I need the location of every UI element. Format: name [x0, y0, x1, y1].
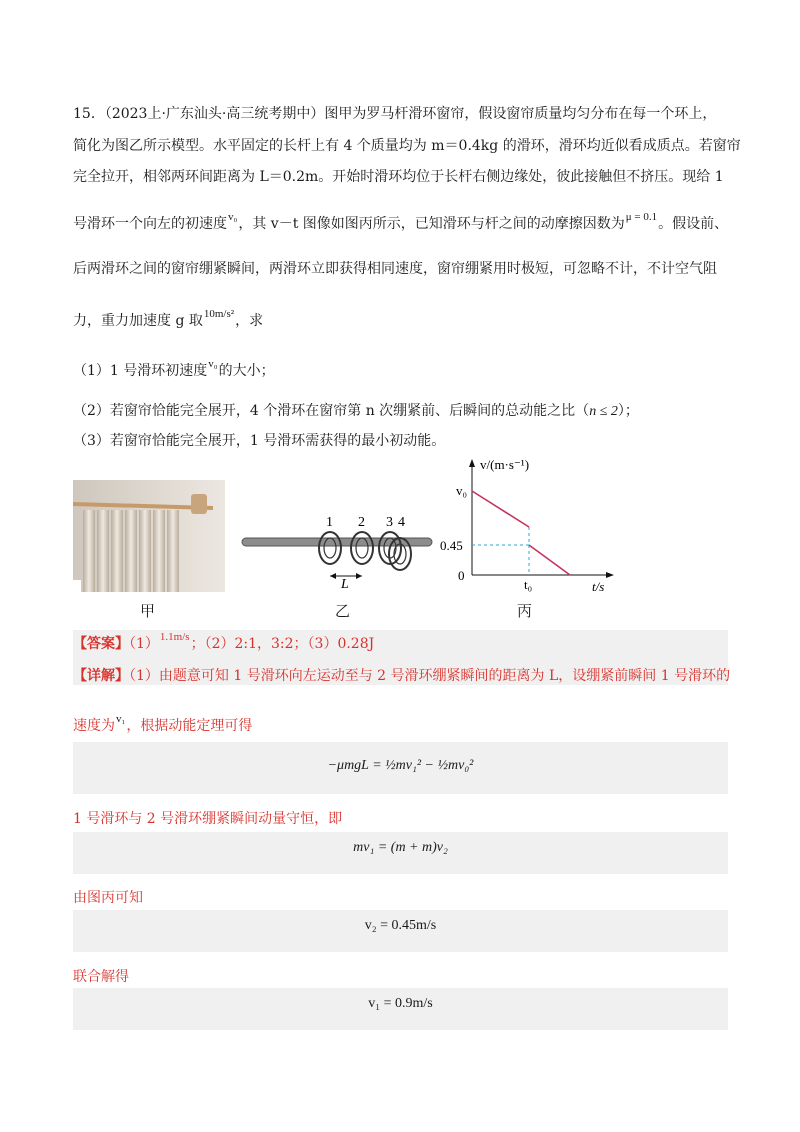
- ring-2: [351, 532, 373, 564]
- equation-box-4: [73, 988, 728, 1030]
- line-segment-1: [472, 491, 529, 527]
- y-axis-label: v/(m·s⁻¹): [480, 457, 530, 472]
- detail-label: 【详解】: [73, 668, 129, 684]
- n-condition: n ≤ 2: [589, 404, 618, 419]
- question-line-3: 完全拉开，相邻两环间距离为 L＝0.2m。开始时滑环均位于长杆右侧边缘处，彼此接触但不挤压。现给 1: [73, 169, 724, 185]
- detail-line-2: [73, 715, 252, 735]
- detail-line-4: 由图丙可知: [73, 890, 143, 906]
- ring-label-1: 1: [326, 515, 333, 530]
- detail-line-3: 1 号滑环与 2 号滑环绷紧瞬间动量守恒，即: [73, 811, 343, 827]
- question-line-4a: 号滑环一个向左的初速度: [73, 216, 227, 232]
- equation-3: v₂ = 0.45m/s: [364, 918, 437, 933]
- ring-1: [319, 532, 341, 564]
- detail-line-5: 联合解得: [73, 969, 129, 985]
- dim-label-L: L: [341, 577, 349, 590]
- question-2a: （2）若窗帘恰能完全展开，4 个滑环在窗帘第 n 次绷紧前、后瞬间的总动能之比（: [73, 403, 590, 419]
- answer-label: 【答案】: [73, 636, 129, 652]
- caption-b: 乙: [335, 602, 351, 620]
- equation-2: mv₁ = (m + m)v₂: [353, 840, 448, 855]
- x-axis-label: t/s: [592, 579, 605, 594]
- question-line-2: 简化为图乙所示模型。水平固定的长杆上有 4 个质量均为 m＝0.4kg 的滑环，滑环均近似看成质点。若窗帘: [73, 138, 741, 154]
- figure-curtain-photo: [73, 480, 225, 592]
- equation-1: −μmgL = ½mv₁² − ½mv₀²: [327, 758, 474, 773]
- v1-symbol: v₁: [116, 713, 126, 725]
- figure-vt-chart: [440, 455, 620, 595]
- question-2: [73, 400, 639, 420]
- equation-box-1: [73, 742, 728, 794]
- question-line-6b: ，求: [235, 313, 264, 329]
- answer-text-a: （1）: [129, 636, 159, 652]
- x-tick-t0: t₀: [524, 577, 533, 592]
- question-line-6: [73, 310, 263, 330]
- question-1b: 的大小；: [218, 363, 275, 379]
- detail-text-2a: 速度为: [73, 718, 115, 734]
- q1-v0-symbol: v₀: [208, 358, 218, 370]
- detail-text-2b: ，根据动能定理可得: [126, 718, 253, 734]
- answer-a1: 1.1m/s: [159, 631, 190, 643]
- equation-4: v₁ = 0.9m/s: [368, 996, 433, 1011]
- question-3: （3）若窗帘恰能完全展开，1 号滑环需获得的最小初动能。: [73, 433, 446, 449]
- ring-label-4: 4: [398, 515, 405, 530]
- ring-label-2: 2: [358, 515, 365, 530]
- y-tick-045: 0.45: [440, 538, 463, 553]
- question-2b: ）；: [617, 403, 639, 419]
- equation-box-2: [73, 832, 728, 874]
- answer-text-b: ；（2）2:1，3:2；（3）0.28J: [190, 636, 375, 652]
- question-line-5: 后两滑环之间的窗帘绷紧瞬间，两滑环立即获得相同速度，窗帘绷紧用时极短，可忽略不计，不计空气阻: [73, 261, 717, 277]
- question-line-6a: 力，重力加速度 g 取: [73, 313, 203, 329]
- v0-symbol: v₀: [228, 211, 238, 223]
- answer-line: [73, 633, 374, 653]
- question-line-4c: 。假设前、: [658, 216, 729, 232]
- question-line-4b: ，其 v－t 图像如图丙所示，已知滑环与杆之间的动摩擦因数为: [238, 216, 625, 232]
- caption-c: 丙: [517, 602, 533, 620]
- mu-value: μ = 0.1: [625, 211, 658, 223]
- y-tick-v0: v₀: [456, 483, 468, 498]
- detail-text-1: （1）由题意可知 1 号滑环向左运动至与 2 号滑环绷紧瞬间的距离为 L，设绷紧前瞬间 1 号滑环的: [129, 668, 731, 684]
- equation-box-3: [73, 910, 728, 952]
- question-1a: （1）1 号滑环初速度: [73, 363, 208, 379]
- question-line-1: 15．（2023上·广东汕头·高三统考期中）图甲为罗马杆滑环窗帘，假设窗帘质量均匀分布在每一个环上，: [73, 106, 717, 122]
- ring-label-3: 3: [386, 515, 393, 530]
- figure-rings-model: [238, 510, 438, 590]
- line-segment-2: [529, 545, 570, 575]
- question-1: [73, 360, 275, 380]
- curtain-folds: [83, 510, 179, 592]
- question-line-4: [73, 213, 728, 233]
- y-tick-0: 0: [458, 568, 465, 583]
- caption-a: 甲: [140, 602, 156, 620]
- detail-line-1: [73, 665, 730, 685]
- g-value: 10m/s²: [203, 308, 235, 320]
